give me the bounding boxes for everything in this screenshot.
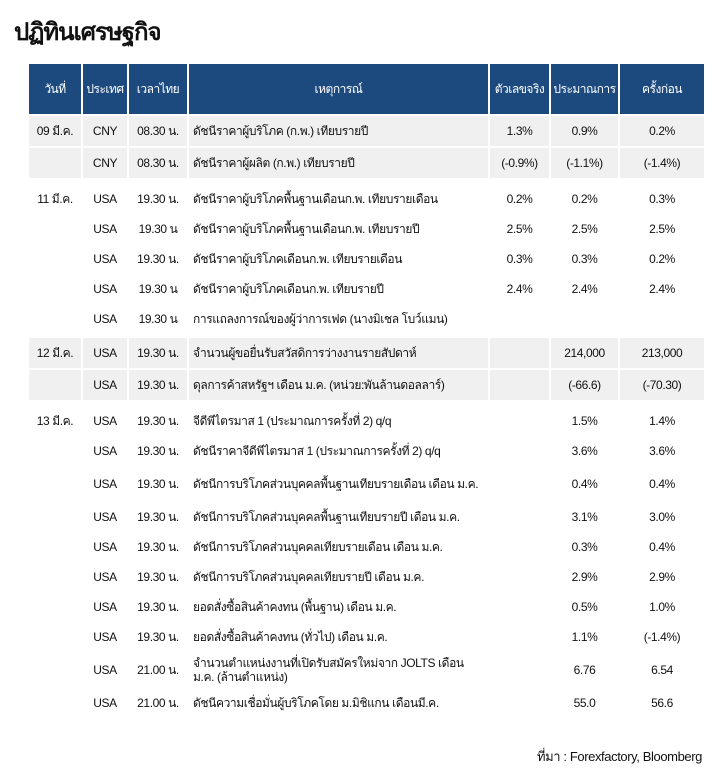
cell-actual [489, 338, 550, 369]
cell-previous: 2.9% [619, 562, 705, 592]
cell-country: USA [82, 532, 128, 562]
cell-actual [489, 562, 550, 592]
header-actual: ตัวเลขจริง [489, 64, 550, 115]
cell-time: 19.30 น. [128, 184, 188, 214]
table-row [28, 147, 705, 179]
cell-country: USA [82, 592, 128, 622]
cell-event: จำนวนตำแหน่งงานที่เปิดรับสมัครใหม่จาก JOLTS เดือน ม.ค. (ล้านตำแหน่ง) [188, 652, 489, 688]
cell-event: ดัชนีราคาผู้บริโภค (ก.พ.) เทียบรายปี [188, 115, 489, 147]
cell-event: ยอดสั่งซื้อสินค้าคงทน (ทั่วไป) เดือน ม.ค. [188, 622, 489, 652]
cell-country: USA [82, 622, 128, 652]
cell-actual: 2.4% [489, 274, 550, 304]
cell-actual [489, 592, 550, 622]
cell-date [28, 244, 82, 274]
cell-actual [489, 436, 550, 466]
table-row [28, 502, 705, 532]
table-row [28, 214, 705, 244]
cell-country: USA [82, 406, 128, 436]
cell-country: USA [82, 369, 128, 401]
cell-country: USA [82, 562, 128, 592]
header-event: เหตุการณ์ [188, 64, 489, 115]
cell-date [28, 214, 82, 244]
cell-forecast: 2.4% [550, 274, 619, 304]
cell-forecast: 0.3% [550, 244, 619, 274]
table-row [28, 436, 705, 466]
cell-date [28, 466, 82, 502]
cell-event: ยอดสั่งซื้อสินค้าคงทน (พื้นฐาน) เดือน ม.ค. [188, 592, 489, 622]
cell-country: USA [82, 652, 128, 688]
cell-actual: 2.5% [489, 214, 550, 244]
cell-event: จำนวนผู้ขอยื่นรับสวัสดิการว่างงานรายสัปดาห์ [188, 338, 489, 369]
header-time: เวลาไทย [128, 64, 188, 115]
cell-actual [489, 502, 550, 532]
cell-previous: 3.6% [619, 436, 705, 466]
cell-actual: 1.3% [489, 115, 550, 147]
cell-forecast: 0.5% [550, 592, 619, 622]
cell-forecast: 2.5% [550, 214, 619, 244]
cell-time: 08.30 น. [128, 147, 188, 179]
cell-previous: 6.54 [619, 652, 705, 688]
cell-forecast: 0.9% [550, 115, 619, 147]
cell-event: ดัชนีการบริโภคส่วนบุคคลเทียบรายเดือน เดือน ม.ค. [188, 532, 489, 562]
cell-date [28, 652, 82, 688]
cell-date [28, 147, 82, 179]
cell-event: ดัชนีการบริโภคส่วนบุคคลเทียบรายปี เดือน ม.ค. [188, 562, 489, 592]
cell-previous: 0.2% [619, 244, 705, 274]
cell-time: 19.30 น. [128, 532, 188, 562]
table-row [28, 184, 705, 214]
cell-country: USA [82, 304, 128, 334]
table-row [28, 244, 705, 274]
cell-time: 19.30 น. [128, 406, 188, 436]
cell-event: ดัชนีราคาจีดีพีไตรมาส 1 (ประมาณการครั้งที่ 2) q/q [188, 436, 489, 466]
cell-actual [489, 369, 550, 401]
cell-time: 21.00 น. [128, 688, 188, 718]
cell-country: USA [82, 338, 128, 369]
cell-time: 19.30 น. [128, 369, 188, 401]
cell-country: USA [82, 466, 128, 502]
cell-time: 19.30 น. [128, 622, 188, 652]
cell-actual: (-0.9%) [489, 147, 550, 179]
cell-event: ดัชนีราคาผู้บริโภคพื้นฐานเดือนก.พ. เทียบรายปี [188, 214, 489, 244]
cell-date [28, 274, 82, 304]
cell-forecast: 0.4% [550, 466, 619, 502]
cell-previous: 2.5% [619, 214, 705, 244]
cell-date [28, 532, 82, 562]
table-row [28, 592, 705, 622]
cell-forecast: 1.5% [550, 406, 619, 436]
cell-previous: 0.4% [619, 466, 705, 502]
table-row [28, 406, 705, 436]
cell-actual [489, 532, 550, 562]
cell-date [28, 304, 82, 334]
cell-forecast: 3.1% [550, 502, 619, 532]
cell-actual [489, 652, 550, 688]
table-row [28, 115, 705, 147]
cell-event: ดัชนีการบริโภคส่วนบุคคลพื้นฐานเทียบรายเดือน เดือน ม.ค. [188, 466, 489, 502]
cell-previous: 3.0% [619, 502, 705, 532]
cell-date [28, 562, 82, 592]
table-row [28, 622, 705, 652]
cell-previous: 0.2% [619, 115, 705, 147]
cell-time: 19.30 น. [128, 562, 188, 592]
cell-previous: 0.4% [619, 532, 705, 562]
cell-country: USA [82, 688, 128, 718]
cell-previous: 2.4% [619, 274, 705, 304]
table-row [28, 562, 705, 592]
cell-country: USA [82, 184, 128, 214]
cell-previous: (-1.4%) [619, 147, 705, 179]
cell-event: ดัชนีการบริโภคส่วนบุคคลพื้นฐานเทียบรายปี เดือน ม.ค. [188, 502, 489, 532]
cell-date [28, 688, 82, 718]
cell-previous: (-70.30) [619, 369, 705, 401]
header-forecast: ประมาณการ [550, 64, 619, 115]
cell-forecast: 3.6% [550, 436, 619, 466]
cell-date [28, 502, 82, 532]
cell-actual [489, 304, 550, 334]
cell-event: ดัชนีราคาผู้ผลิต (ก.พ.) เทียบรายปี [188, 147, 489, 179]
cell-date [28, 436, 82, 466]
source-note: ที่มา : Forexfactory, Bloomberg [536, 749, 702, 764]
cell-country: USA [82, 244, 128, 274]
table-row [28, 466, 705, 502]
cell-date [28, 622, 82, 652]
cell-forecast: 6.76 [550, 652, 619, 688]
cell-previous: 56.6 [619, 688, 705, 718]
cell-time: 19.30 น. [128, 466, 188, 502]
cell-actual [489, 688, 550, 718]
cell-country: USA [82, 436, 128, 466]
table-row [28, 338, 705, 369]
cell-time: 08.30 น. [128, 115, 188, 147]
cell-previous: 0.3% [619, 184, 705, 214]
cell-time: 19.30 น. [128, 436, 188, 466]
cell-event: ดุลการค้าสหรัฐฯ เดือน ม.ค. (หน่วย:พันล้านดอลลาร์) [188, 369, 489, 401]
cell-date: 12 มี.ค. [28, 338, 82, 369]
table-header [28, 64, 705, 115]
cell-previous: 1.0% [619, 592, 705, 622]
cell-previous: 1.4% [619, 406, 705, 436]
cell-previous [619, 304, 705, 334]
cell-time: 19.30 น. [128, 502, 188, 532]
cell-previous: 213,000 [619, 338, 705, 369]
cell-date [28, 369, 82, 401]
table-row [28, 688, 705, 718]
cell-time: 19.30 น. [128, 338, 188, 369]
cell-forecast: 2.9% [550, 562, 619, 592]
cell-date: 09 มี.ค. [28, 115, 82, 147]
cell-actual [489, 406, 550, 436]
page-title: ปฏิทินเศรษฐกิจ [14, 19, 161, 46]
cell-forecast: 0.2% [550, 184, 619, 214]
cell-time: 21.00 น. [128, 652, 188, 688]
cell-forecast: 0.3% [550, 532, 619, 562]
cell-time: 19.30 น. [128, 244, 188, 274]
table-row [28, 304, 705, 334]
cell-previous: (-1.4%) [619, 622, 705, 652]
table-row [28, 532, 705, 562]
table-row [28, 369, 705, 401]
cell-event: การแถลงการณ์ของผู้ว่าการเฟด (นางมิเชล โบว์แมน) [188, 304, 489, 334]
cell-actual [489, 622, 550, 652]
cell-forecast: 214,000 [550, 338, 619, 369]
cell-time: 19.30 น [128, 304, 188, 334]
cell-date: 13 มี.ค. [28, 406, 82, 436]
cell-forecast: (-66.6) [550, 369, 619, 401]
cell-forecast [550, 304, 619, 334]
cell-time: 19.30 น [128, 214, 188, 244]
cell-date: 11 มี.ค. [28, 184, 82, 214]
table-row [28, 274, 705, 304]
cell-time: 19.30 น [128, 274, 188, 304]
economic-calendar-table [27, 64, 706, 718]
cell-forecast: 1.1% [550, 622, 619, 652]
cell-country: CNY [82, 147, 128, 179]
cell-event: ดัชนีราคาผู้บริโภคเดือนก.พ. เทียบรายปี [188, 274, 489, 304]
cell-event: จีดีพีไตรมาส 1 (ประมาณการครั้งที่ 2) q/q [188, 406, 489, 436]
cell-country: USA [82, 214, 128, 244]
cell-country: USA [82, 274, 128, 304]
cell-event: ดัชนีราคาผู้บริโภคพื้นฐานเดือนก.พ. เทียบรายเดือน [188, 184, 489, 214]
header-previous: ครั้งก่อน [619, 64, 705, 115]
cell-country: USA [82, 502, 128, 532]
table-row [28, 652, 705, 688]
cell-actual: 0.3% [489, 244, 550, 274]
cell-forecast: 55.0 [550, 688, 619, 718]
cell-time: 19.30 น. [128, 592, 188, 622]
cell-forecast: (-1.1%) [550, 147, 619, 179]
header-date: วันที่ [28, 64, 82, 115]
cell-event: ดัชนีความเชื่อมั่นผู้บริโภคโดย ม.มิชิแกน เดือนมี.ค. [188, 688, 489, 718]
cell-date [28, 592, 82, 622]
cell-country: CNY [82, 115, 128, 147]
cell-event: ดัชนีราคาผู้บริโภคเดือนก.พ. เทียบรายเดือน [188, 244, 489, 274]
cell-actual: 0.2% [489, 184, 550, 214]
cell-actual [489, 466, 550, 502]
header-country: ประเทศ [82, 64, 128, 115]
